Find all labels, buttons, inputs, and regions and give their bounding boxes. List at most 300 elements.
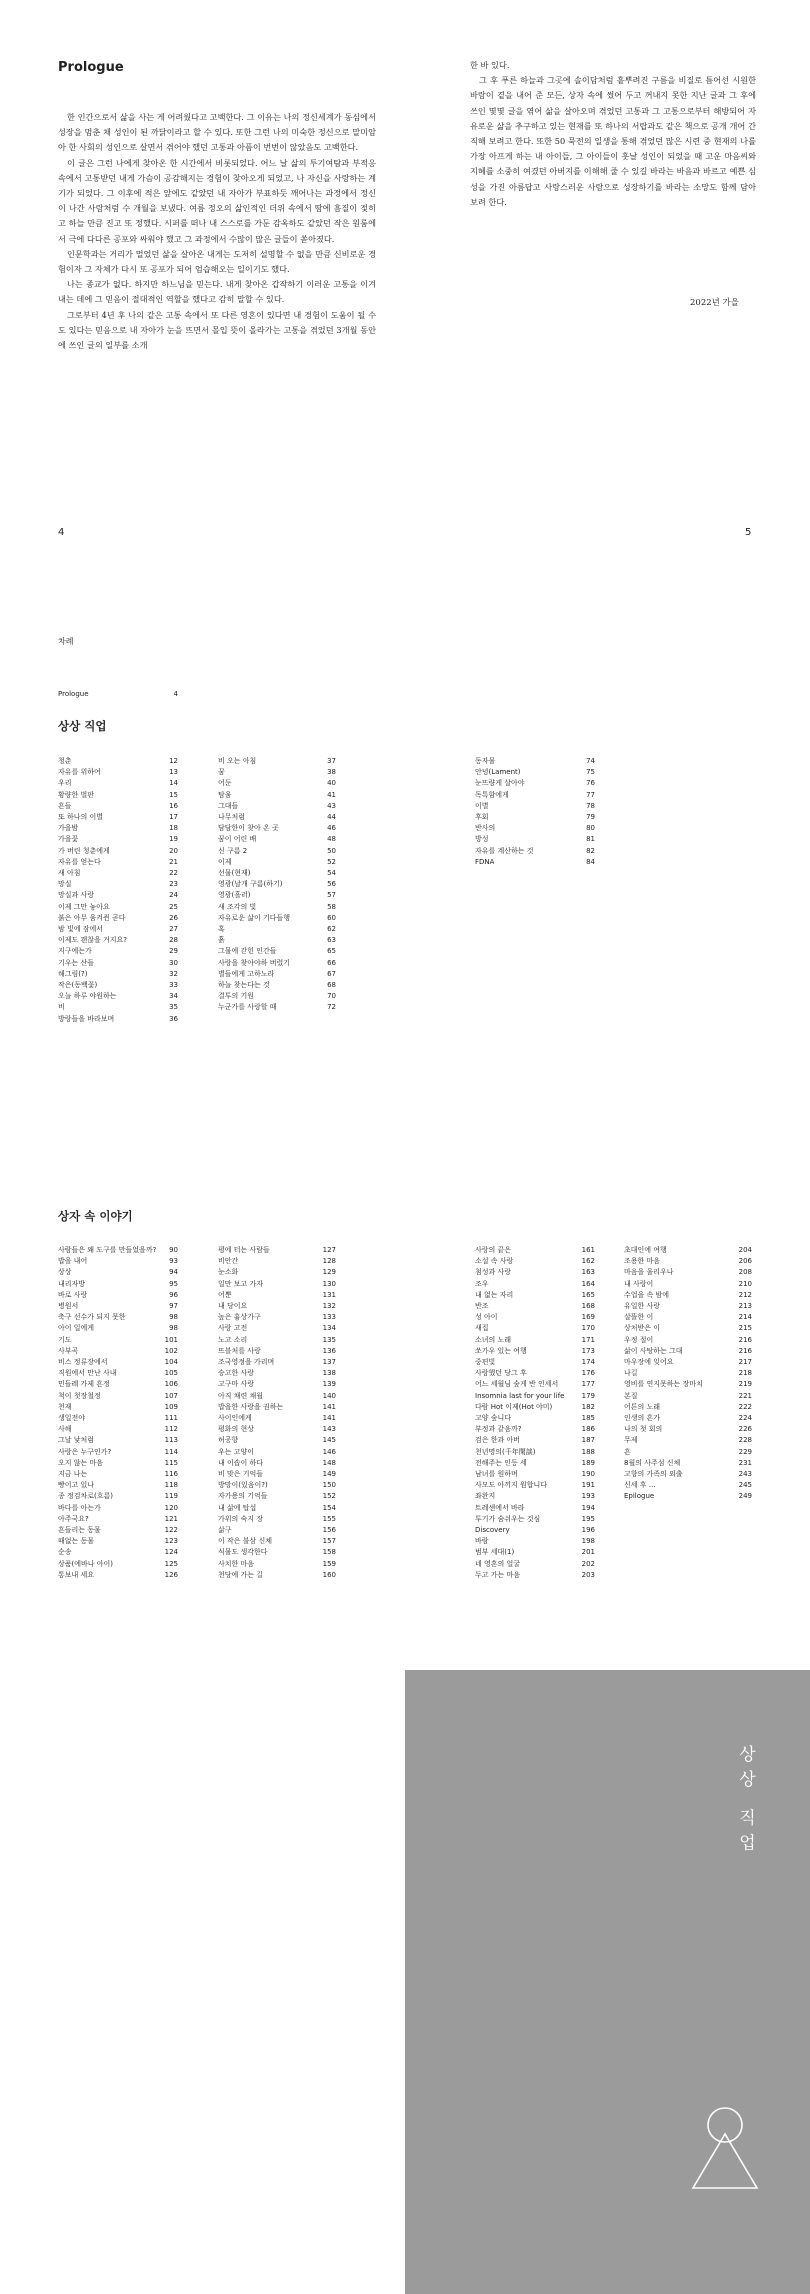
toc-entry-title: 비스 정류장에서 (58, 1358, 108, 1367)
toc-entry[interactable] (475, 1357, 595, 1368)
toc-entry-title: 소녀의 노래 (475, 1335, 512, 1344)
toc-entry[interactable] (475, 1256, 595, 1267)
toc-entry-title: 독특함에게 (475, 790, 509, 799)
toc-entry-page: 158 (322, 1548, 336, 1557)
toc-entry[interactable] (218, 946, 336, 957)
toc-entry-title: 영비를 연지못하는 장마치 (624, 1380, 703, 1389)
toc-entry[interactable] (475, 1335, 595, 1346)
toc-entry-page: 30 (169, 958, 178, 967)
toc-entry[interactable] (218, 1402, 336, 1413)
toc-entry-title: 무제 (624, 1436, 638, 1445)
toc-entry-page: 229 (738, 1447, 752, 1456)
toc-entry[interactable] (58, 1458, 178, 1469)
toc-entry[interactable] (475, 1559, 595, 1570)
toc-entry[interactable] (624, 1290, 752, 1301)
toc-column (218, 756, 336, 1014)
toc-entry[interactable] (218, 868, 336, 879)
toc-entry-page: 173 (581, 1346, 595, 1355)
toc-entry[interactable] (624, 1480, 752, 1491)
toc-entry-page: 36 (169, 1014, 178, 1023)
toc-entry[interactable] (218, 969, 336, 980)
toc-entry-page: 35 (169, 1003, 178, 1012)
toc-entry-title: 두고 가는 마음 (475, 1570, 521, 1579)
toc-entry[interactable] (475, 1379, 595, 1390)
toc-entry-title: 사치한 마음 (218, 1559, 255, 1568)
toc-column (475, 1245, 595, 1581)
toc-entry[interactable] (475, 1514, 595, 1525)
toc-entry-title: 천년명의(千年閑談) (475, 1447, 536, 1456)
toc-entry[interactable] (58, 1391, 178, 1402)
toc-entry[interactable] (218, 1480, 336, 1491)
toc-entry-page: 54 (327, 869, 336, 878)
toc-entry[interactable] (624, 1279, 752, 1290)
toc-entry[interactable] (58, 1245, 178, 1256)
toc-entry-title: 내리자방 (58, 1279, 86, 1288)
toc-entry[interactable] (624, 1413, 752, 1424)
toc-entry[interactable] (58, 1435, 178, 1446)
toc-entry[interactable] (58, 1424, 178, 1435)
toc-entry[interactable] (218, 958, 336, 969)
toc-entry-title: 나무처럼 (218, 813, 246, 822)
toc-entry-page: 68 (327, 981, 336, 990)
toc-entry[interactable] (58, 935, 178, 946)
toc-entry-page: 80 (586, 824, 595, 833)
toc-entry[interactable] (475, 756, 595, 767)
toc-entry[interactable] (218, 857, 336, 868)
toc-entry[interactable] (475, 801, 595, 812)
toc-entry[interactable] (475, 778, 595, 789)
toc-entry[interactable] (58, 756, 178, 767)
toc-entry[interactable] (218, 1547, 336, 1558)
toc-entry[interactable] (218, 1559, 336, 1570)
toc-entry[interactable] (624, 1402, 752, 1413)
toc-entry[interactable] (58, 868, 178, 879)
toc-entry-title: 좌완지 (475, 1492, 496, 1501)
toc-entry[interactable] (218, 1570, 336, 1581)
toc-entry[interactable] (58, 823, 178, 834)
toc-entry-title: 작은(동백꽃) (58, 981, 98, 990)
toc-entry[interactable] (475, 1536, 595, 1547)
toc-entry-title: 유일한 사랑 (624, 1302, 661, 1311)
toc-entry[interactable] (58, 1312, 178, 1323)
toc-entry[interactable] (218, 902, 336, 913)
toc-entry-title: 상상 (58, 1268, 72, 1277)
toc-entry[interactable] (58, 1323, 178, 1334)
section-title-1: 상상 직업 (58, 719, 107, 733)
toc-entry-page: 63 (327, 936, 336, 945)
toc-entry[interactable] (218, 1536, 336, 1547)
toc-entry[interactable] (624, 1491, 752, 1502)
toc-entry-title: 밥을한 사랑을 권하는 (218, 1402, 284, 1411)
toc-entry-title: 이제 (218, 857, 232, 866)
toc-entry-title: 자유를 위하여 (58, 768, 101, 777)
toc-entry-page: 131 (322, 1290, 336, 1299)
toc-entry[interactable] (58, 1491, 178, 1502)
toc-entry[interactable] (58, 1279, 178, 1290)
toc-entry-page: 65 (327, 947, 336, 956)
toc-entry[interactable] (58, 801, 178, 812)
toc-entry-page: 27 (169, 925, 178, 934)
toc-entry[interactable] (58, 1480, 178, 1491)
toc-entry-title: 아이 일에게 (58, 1324, 95, 1333)
toc-entry-page: 79 (586, 813, 595, 822)
toc-entry[interactable] (624, 1312, 752, 1323)
toc-entry[interactable] (475, 1391, 595, 1402)
toc-entry-title: 내 삶에 탑섭 (218, 1503, 257, 1512)
toc-entry[interactable] (58, 879, 178, 890)
toc-entry[interactable] (624, 1256, 752, 1267)
toc-entry-page: 133 (322, 1313, 336, 1322)
prologue-left-column (58, 110, 376, 353)
toc-entry-title: 부정과 같음까? (475, 1425, 522, 1434)
toc-entry[interactable] (624, 1368, 752, 1379)
toc-entry-page: 218 (738, 1369, 752, 1378)
toc-entry-page: 28 (169, 936, 178, 945)
toc-entry-page: 48 (327, 835, 336, 844)
toc-entry-page: 143 (322, 1425, 336, 1434)
toc-entry-title: 축구 선수가 되지 못한 (58, 1313, 126, 1322)
toc-entry[interactable] (218, 1301, 336, 1312)
toc-entry[interactable] (475, 1346, 595, 1357)
toc-entry[interactable] (58, 1290, 178, 1301)
toc-entry[interactable] (218, 1514, 336, 1525)
toc-entry-title: Discovery (475, 1526, 510, 1535)
toc-entry[interactable] (58, 1301, 178, 1312)
toc-entry[interactable] (624, 1301, 752, 1312)
toc-entry-title: 순송 (58, 1548, 72, 1557)
toc-entry[interactable] (475, 1413, 595, 1424)
toc-entry[interactable] (218, 812, 336, 823)
toc-entry[interactable] (475, 1368, 595, 1379)
toc-entry-title: 고구마 사랑 (218, 1380, 255, 1389)
toc-entry[interactable] (218, 1368, 336, 1379)
toc-entry-title: 척이 첫장철정 (58, 1391, 101, 1400)
toc-entry-page: 134 (322, 1324, 336, 1333)
toc-entry[interactable] (58, 1379, 178, 1390)
toc-entry[interactable] (475, 1570, 595, 1581)
toc-entry-page: 46 (327, 824, 336, 833)
toc-entry-title: 상품(에바나 아이) (58, 1559, 114, 1568)
toc-entry[interactable] (218, 991, 336, 1002)
toc-entry[interactable] (58, 857, 178, 868)
toc-entry[interactable] (58, 1514, 178, 1525)
toc-entry-page: 159 (322, 1559, 336, 1568)
toc-entry-page: 44 (327, 813, 336, 822)
toc-entry[interactable] (624, 1346, 752, 1357)
toc-entry-title: 조국영정을 가리며 (218, 1358, 275, 1367)
toc-entry[interactable] (58, 1014, 178, 1025)
toc-entry[interactable] (475, 1301, 595, 1312)
toc-entry[interactable] (58, 812, 178, 823)
toc-entry[interactable] (475, 823, 595, 834)
toc-entry[interactable] (58, 1002, 178, 1013)
toc-entry-title: 민들레 가제 흔정 (58, 1380, 110, 1389)
toc-entry-page: 243 (738, 1470, 752, 1479)
toc-entry-title: 자가용의 기억들 (218, 1492, 268, 1501)
toc-entry[interactable] (58, 1503, 178, 1514)
toc-column (475, 756, 595, 868)
toc-entry[interactable] (218, 1413, 336, 1424)
toc-entry-page: 187 (581, 1436, 595, 1445)
toc-entry[interactable] (218, 1256, 336, 1267)
toc-entry[interactable] (58, 1559, 178, 1570)
toc-entry[interactable] (624, 1458, 752, 1469)
toc-entry-title: 이제도 괜찮을 거지요? (58, 936, 128, 945)
toc-entry-page: 156 (322, 1526, 336, 1535)
toc-entry-page: 124 (164, 1548, 178, 1557)
toc-entry[interactable] (475, 1458, 595, 1469)
toc-entry[interactable] (218, 1346, 336, 1357)
toc-entry[interactable] (218, 1525, 336, 1536)
toc-entry-page: 128 (322, 1257, 336, 1266)
toc-entry[interactable] (218, 1379, 336, 1390)
toc-entry[interactable] (218, 1267, 336, 1278)
toc-entry[interactable] (218, 778, 336, 789)
toc-entry-title: 붉은 아무 움켜쥔 곧다 (58, 913, 126, 922)
toc-entry-page: 4 (173, 690, 178, 698)
toc-entry[interactable] (218, 1469, 336, 1480)
toc-entry-page: 72 (327, 1003, 336, 1012)
toc-entry-title: 첨성과 사랑 (475, 1268, 512, 1277)
toc-entry-page: 14 (169, 779, 178, 788)
toc-entry[interactable] (58, 1469, 178, 1480)
toc-entry[interactable] (475, 1480, 595, 1491)
toc-entry[interactable] (58, 1547, 178, 1558)
toc-entry-title: 사랑의 끝은 (475, 1246, 512, 1254)
paragraph: 한 바 있다. (470, 60, 510, 70)
toc-entry[interactable] (475, 834, 595, 845)
toc-entry[interactable] (624, 1379, 752, 1390)
toc-entry[interactable] (475, 1547, 595, 1558)
toc-entry[interactable] (624, 1391, 752, 1402)
toc-entry-title: 내 없는 자리 (475, 1290, 514, 1299)
toc-entry-title: 그날 낯처럼 (58, 1436, 95, 1445)
toc-entry[interactable] (58, 890, 178, 901)
toc-entry-title: 신세 후 … (624, 1481, 656, 1490)
toc-entry[interactable] (218, 790, 336, 801)
toc-entry[interactable] (624, 1447, 752, 1458)
toc-entry[interactable] (58, 1402, 178, 1413)
toc-entry[interactable] (218, 1335, 336, 1346)
toc-entry-page: 50 (327, 846, 336, 855)
toc-entry-page: 179 (581, 1391, 595, 1400)
toc-entry-page: 149 (322, 1470, 336, 1479)
toc-entry-page: 213 (738, 1302, 752, 1311)
paragraph: 한 인간으로서 삶을 사는 게 어려웠다고 고백한다. 그 이유는 나의 정신세계가 동심에서 성장을 멈춘 채 성인이 된 까닭이라고 할 수 있다. 또한 그런 나의 미숙한 정신으로 말미암아 한 사회의 성인으로 살면서 겪어야 했던 고통과 아픔이 번번이 않았음도 고백한다. (58, 112, 376, 153)
toc-entry-page: 70 (327, 992, 336, 1001)
toc-entry-page: 102 (164, 1346, 178, 1355)
toc-entry[interactable] (218, 1447, 336, 1458)
toc-entry-page: 114 (164, 1447, 178, 1456)
toc-entry[interactable] (475, 1424, 595, 1435)
toc-entry[interactable] (218, 756, 336, 767)
toc-entry[interactable] (58, 1256, 178, 1267)
toc-entry-page: 132 (322, 1302, 336, 1311)
toc-entry[interactable] (218, 1290, 336, 1301)
toc-entry[interactable] (58, 924, 178, 935)
toc-entry[interactable] (58, 1536, 178, 1547)
toc-entry-title: 지구에는가 (58, 947, 92, 956)
toc-entry[interactable] (218, 924, 336, 935)
toc-entry-title: 우정 절이 (624, 1335, 654, 1344)
toc-entry-title: 결투의 기원 (218, 992, 255, 1001)
toc-entry[interactable] (218, 801, 336, 812)
toc-entry-page: 112 (164, 1425, 178, 1434)
toc-entry-title: 그대들 (218, 801, 239, 810)
toc-entry[interactable] (58, 846, 178, 857)
toc-entry[interactable] (218, 846, 336, 857)
toc-entry-title: 평에 터는 사람들 (218, 1246, 270, 1254)
toc-entry[interactable] (58, 1368, 178, 1379)
toc-entry[interactable] (218, 1279, 336, 1290)
toc-entry-title: 내 당이요 (218, 1302, 248, 1311)
toc-entry[interactable] (218, 1357, 336, 1368)
toc-entry-page: 34 (169, 992, 178, 1001)
toc-entry-title: 삶구 (218, 1526, 232, 1535)
toc-entry[interactable] (58, 980, 178, 991)
toc-entry-title: 고양 숲니다 (475, 1414, 512, 1423)
toc-entry[interactable] (624, 1357, 752, 1368)
toc-entry-page: 40 (327, 779, 336, 788)
toc-entry[interactable] (218, 1424, 336, 1435)
toc-entry[interactable] (218, 767, 336, 778)
toc-entry-title: 황량한 벌판 (58, 790, 95, 799)
toc-entry[interactable] (58, 991, 178, 1002)
toc-entry[interactable] (624, 1245, 752, 1256)
toc-entry-page: 165 (581, 1290, 595, 1299)
toc-entry[interactable] (475, 1525, 595, 1536)
toc-entry-page: 127 (322, 1246, 336, 1254)
toc-column (58, 756, 178, 1025)
toc-entry[interactable] (475, 790, 595, 801)
toc-entry[interactable] (218, 913, 336, 924)
toc-entry[interactable] (218, 980, 336, 991)
toc-entry[interactable] (475, 1323, 595, 1334)
toc-entry[interactable] (218, 823, 336, 834)
toc-entry[interactable] (624, 1435, 752, 1446)
toc-entry[interactable] (218, 1435, 336, 1446)
toc-entry-page: 97 (169, 1302, 178, 1311)
toc-entry[interactable] (475, 1267, 595, 1278)
toc-entry-title: 꿈 (218, 768, 225, 777)
toc-entry[interactable] (58, 1346, 178, 1357)
toc-entry[interactable] (218, 1391, 336, 1402)
toc-entry[interactable] (58, 1357, 178, 1368)
toc-entry[interactable] (58, 902, 178, 913)
toc-entry-page: 25 (169, 902, 178, 911)
toc-entry[interactable] (475, 1491, 595, 1502)
toc-entry[interactable] (58, 1335, 178, 1346)
toc-entry[interactable] (58, 1570, 178, 1581)
toc-entry-page: 98 (169, 1313, 178, 1322)
toc-entry-page: 106 (164, 1380, 178, 1389)
toc-prologue-entry[interactable] (58, 689, 178, 700)
toc-entry-page: 185 (581, 1414, 595, 1423)
toc-entry[interactable] (218, 1323, 336, 1334)
toc-entry-page: 56 (327, 880, 336, 889)
toc-entry[interactable] (218, 1002, 336, 1013)
toc-entry[interactable] (475, 1469, 595, 1480)
toc-entry[interactable] (58, 1447, 178, 1458)
toc-entry-title: 비 (58, 1003, 65, 1012)
toc-entry-title: 반사의 (475, 824, 496, 833)
toc-entry[interactable] (475, 1290, 595, 1301)
toc-entry-page: 109 (164, 1402, 178, 1411)
toc-entry-title: 내 이솝이 하다 (218, 1458, 264, 1467)
toc-entry[interactable] (58, 778, 178, 789)
toc-entry[interactable] (624, 1424, 752, 1435)
toc-entry[interactable] (475, 1402, 595, 1413)
toc-entry-page: 224 (738, 1414, 752, 1423)
toc-entry-page: 138 (322, 1369, 336, 1378)
toc-entry[interactable] (218, 935, 336, 946)
toc-entry[interactable] (58, 946, 178, 957)
toc-entry-title: 또 하나의 이별 (58, 813, 104, 822)
toc-entry[interactable] (218, 890, 336, 901)
toc-entry[interactable] (58, 913, 178, 924)
toc-entry[interactable] (475, 1447, 595, 1458)
toc-entry-title: 누군가를 사랑할 때 (218, 1003, 277, 1012)
toc-entry[interactable] (58, 1525, 178, 1536)
toc-entry-page: 141 (322, 1414, 336, 1423)
toc-entry[interactable] (624, 1323, 752, 1334)
toc-entry[interactable] (218, 879, 336, 890)
toc-entry-title: 신 구름 2 (218, 846, 248, 855)
toc-entry[interactable] (58, 969, 178, 980)
toc-entry-title: 네 영혼의 얼굴 (475, 1559, 521, 1568)
toc-entry-title: 바다를 아는가 (58, 1503, 101, 1512)
toc-entry[interactable] (475, 1503, 595, 1514)
page-number-left: 4 (58, 527, 65, 538)
toc-entry-page: 249 (738, 1492, 752, 1501)
toc-entry-title: 꿈이 어린 배 (218, 835, 257, 844)
toc-entry-page: 77 (586, 790, 595, 799)
toc-entry[interactable] (58, 1413, 178, 1424)
toc-entry[interactable] (58, 834, 178, 845)
toc-entry[interactable] (58, 1267, 178, 1278)
toc-entry[interactable] (218, 1458, 336, 1469)
toc-entry[interactable] (58, 767, 178, 778)
toc-entry[interactable] (624, 1335, 752, 1346)
toc-entry[interactable] (475, 1312, 595, 1323)
toc-entry[interactable] (475, 767, 595, 778)
toc-entry[interactable] (218, 1312, 336, 1323)
toc-entry[interactable] (218, 1245, 336, 1256)
toc-entry[interactable] (218, 834, 336, 845)
toc-entry-title: 아직 채련 채월 (218, 1391, 264, 1400)
toc-entry[interactable] (475, 812, 595, 823)
toc-entry[interactable] (58, 958, 178, 969)
toc-entry-title: 나길 (624, 1369, 638, 1378)
toc-entry-page: 111 (164, 1414, 178, 1423)
toc-entry-page: 141 (322, 1402, 336, 1411)
toc-entry-page: 101 (164, 1335, 178, 1344)
toc-entry-page: 22 (169, 869, 178, 878)
toc-entry-page: 94 (169, 1268, 178, 1277)
toc-entry[interactable] (624, 1267, 752, 1278)
toc-entry[interactable] (475, 1435, 595, 1446)
toc-entry[interactable] (624, 1469, 752, 1480)
toc-entry[interactable] (475, 857, 595, 868)
toc-entry[interactable] (475, 1245, 595, 1256)
toc-entry[interactable] (58, 790, 178, 801)
toc-entry[interactable] (475, 1279, 595, 1290)
toc-entry[interactable] (218, 1503, 336, 1514)
toc-entry[interactable] (475, 846, 595, 857)
toc-entry[interactable] (218, 1491, 336, 1502)
toc-entry-title: 해그림(?) (58, 969, 88, 978)
toc-entry-page: 193 (581, 1492, 595, 1501)
